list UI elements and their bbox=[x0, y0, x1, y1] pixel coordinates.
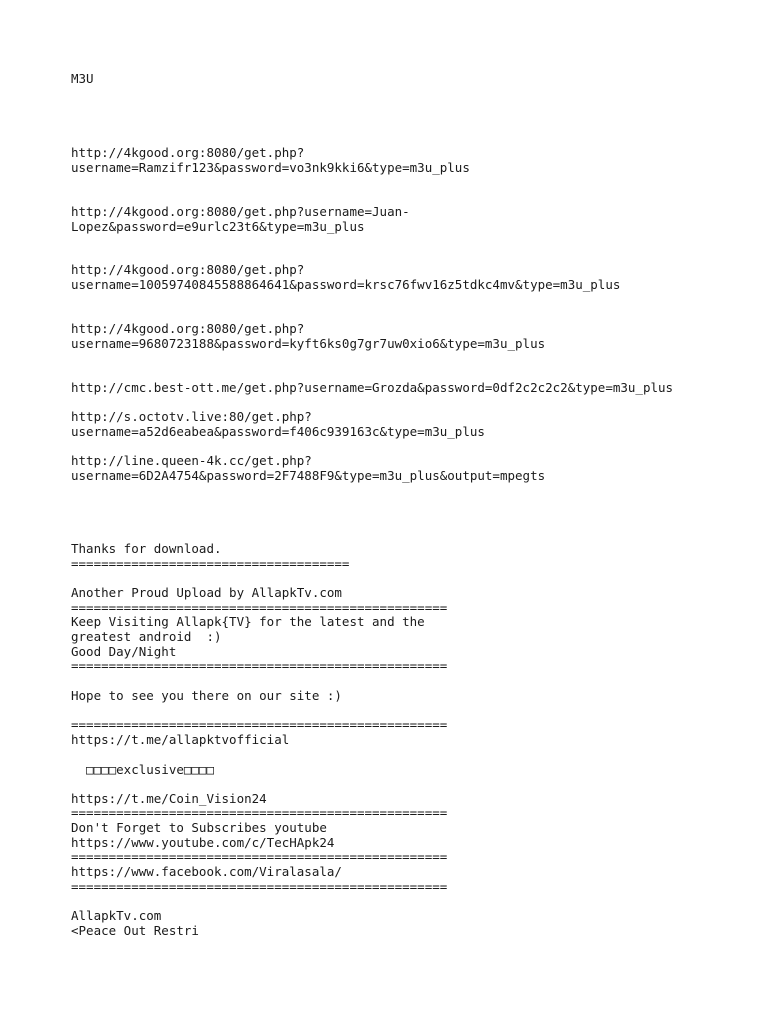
link-2-line1: http://4kgood.org:8080/get.php?username=Juan- bbox=[71, 204, 410, 219]
link-1-line1: http://4kgood.org:8080/get.php? bbox=[71, 145, 305, 160]
subscribe-text: Don't Forget to Subscribes youtube bbox=[71, 820, 327, 835]
link-4-line2: username=9680723188&password=kyft6ks0g7gr7uw0xio6&type=m3u_plus bbox=[71, 336, 546, 351]
link-2-line2: Lopez&password=e9urlc23t6&type=m3u_plus bbox=[71, 219, 365, 234]
separator-short: ===================================== bbox=[71, 556, 350, 571]
peace-text: <Peace Out Restri bbox=[71, 923, 199, 938]
thanks-text: Thanks for download. bbox=[71, 541, 222, 556]
site-text: AllapkTv.com bbox=[71, 908, 162, 923]
document-title: M3U bbox=[71, 71, 94, 86]
separator-2: ================================================== bbox=[71, 658, 448, 673]
link-6-line2: username=a52d6eabea&password=f406c939163c&type=m3u_plus bbox=[71, 424, 485, 439]
link-7-line2: username=6D2A4754&password=2F7488F9&type=m3u_plus&output=mpegts bbox=[71, 468, 546, 483]
link-5-line1: http://cmc.best-ott.me/get.php?username=Grozda&password=0df2c2c2c2&type=m3u_plus bbox=[71, 380, 674, 395]
good-day-text: Good Day/Night bbox=[71, 644, 177, 659]
separator-1: ================================================== bbox=[71, 600, 448, 615]
keep-visiting-line1: Keep Visiting Allapk{TV} for the latest and the bbox=[71, 614, 425, 629]
separator-3: ================================================== bbox=[71, 717, 448, 732]
link-1-line2: username=Ramzifr123&password=vo3nk9kki6&type=m3u_plus bbox=[71, 160, 470, 175]
facebook-link[interactable]: https://www.facebook.com/Viralasala/ bbox=[71, 864, 342, 879]
link-7-line1: http://line.queen-4k.cc/get.php? bbox=[71, 453, 312, 468]
keep-visiting-line2: greatest android :) bbox=[71, 629, 222, 644]
exclusive-text: □□□□exclusive□□□□ bbox=[71, 762, 214, 777]
link-3-line2: username=10059740845588864641&password=krsc76fwv16z5tdkc4mv&type=m3u_plus bbox=[71, 277, 621, 292]
link-6-line1: http://s.octotv.live:80/get.php? bbox=[71, 409, 312, 424]
separator-6: ================================================== bbox=[71, 879, 448, 894]
link-3-line1: http://4kgood.org:8080/get.php? bbox=[71, 262, 305, 277]
separator-4: ================================================== bbox=[71, 805, 448, 820]
hope-text: Hope to see you there on our site :) bbox=[71, 688, 342, 703]
telegram-coin-link[interactable]: https://t.me/Coin_Vision24 bbox=[71, 791, 267, 806]
telegram-official-link[interactable]: https://t.me/allapktvofficial bbox=[71, 732, 290, 747]
link-4-line1: http://4kgood.org:8080/get.php? bbox=[71, 321, 305, 336]
upload-text: Another Proud Upload by AllapkTv.com bbox=[71, 585, 342, 600]
separator-5: ================================================== bbox=[71, 849, 448, 864]
youtube-link[interactable]: https://www.youtube.com/c/TecHApk24 bbox=[71, 835, 335, 850]
